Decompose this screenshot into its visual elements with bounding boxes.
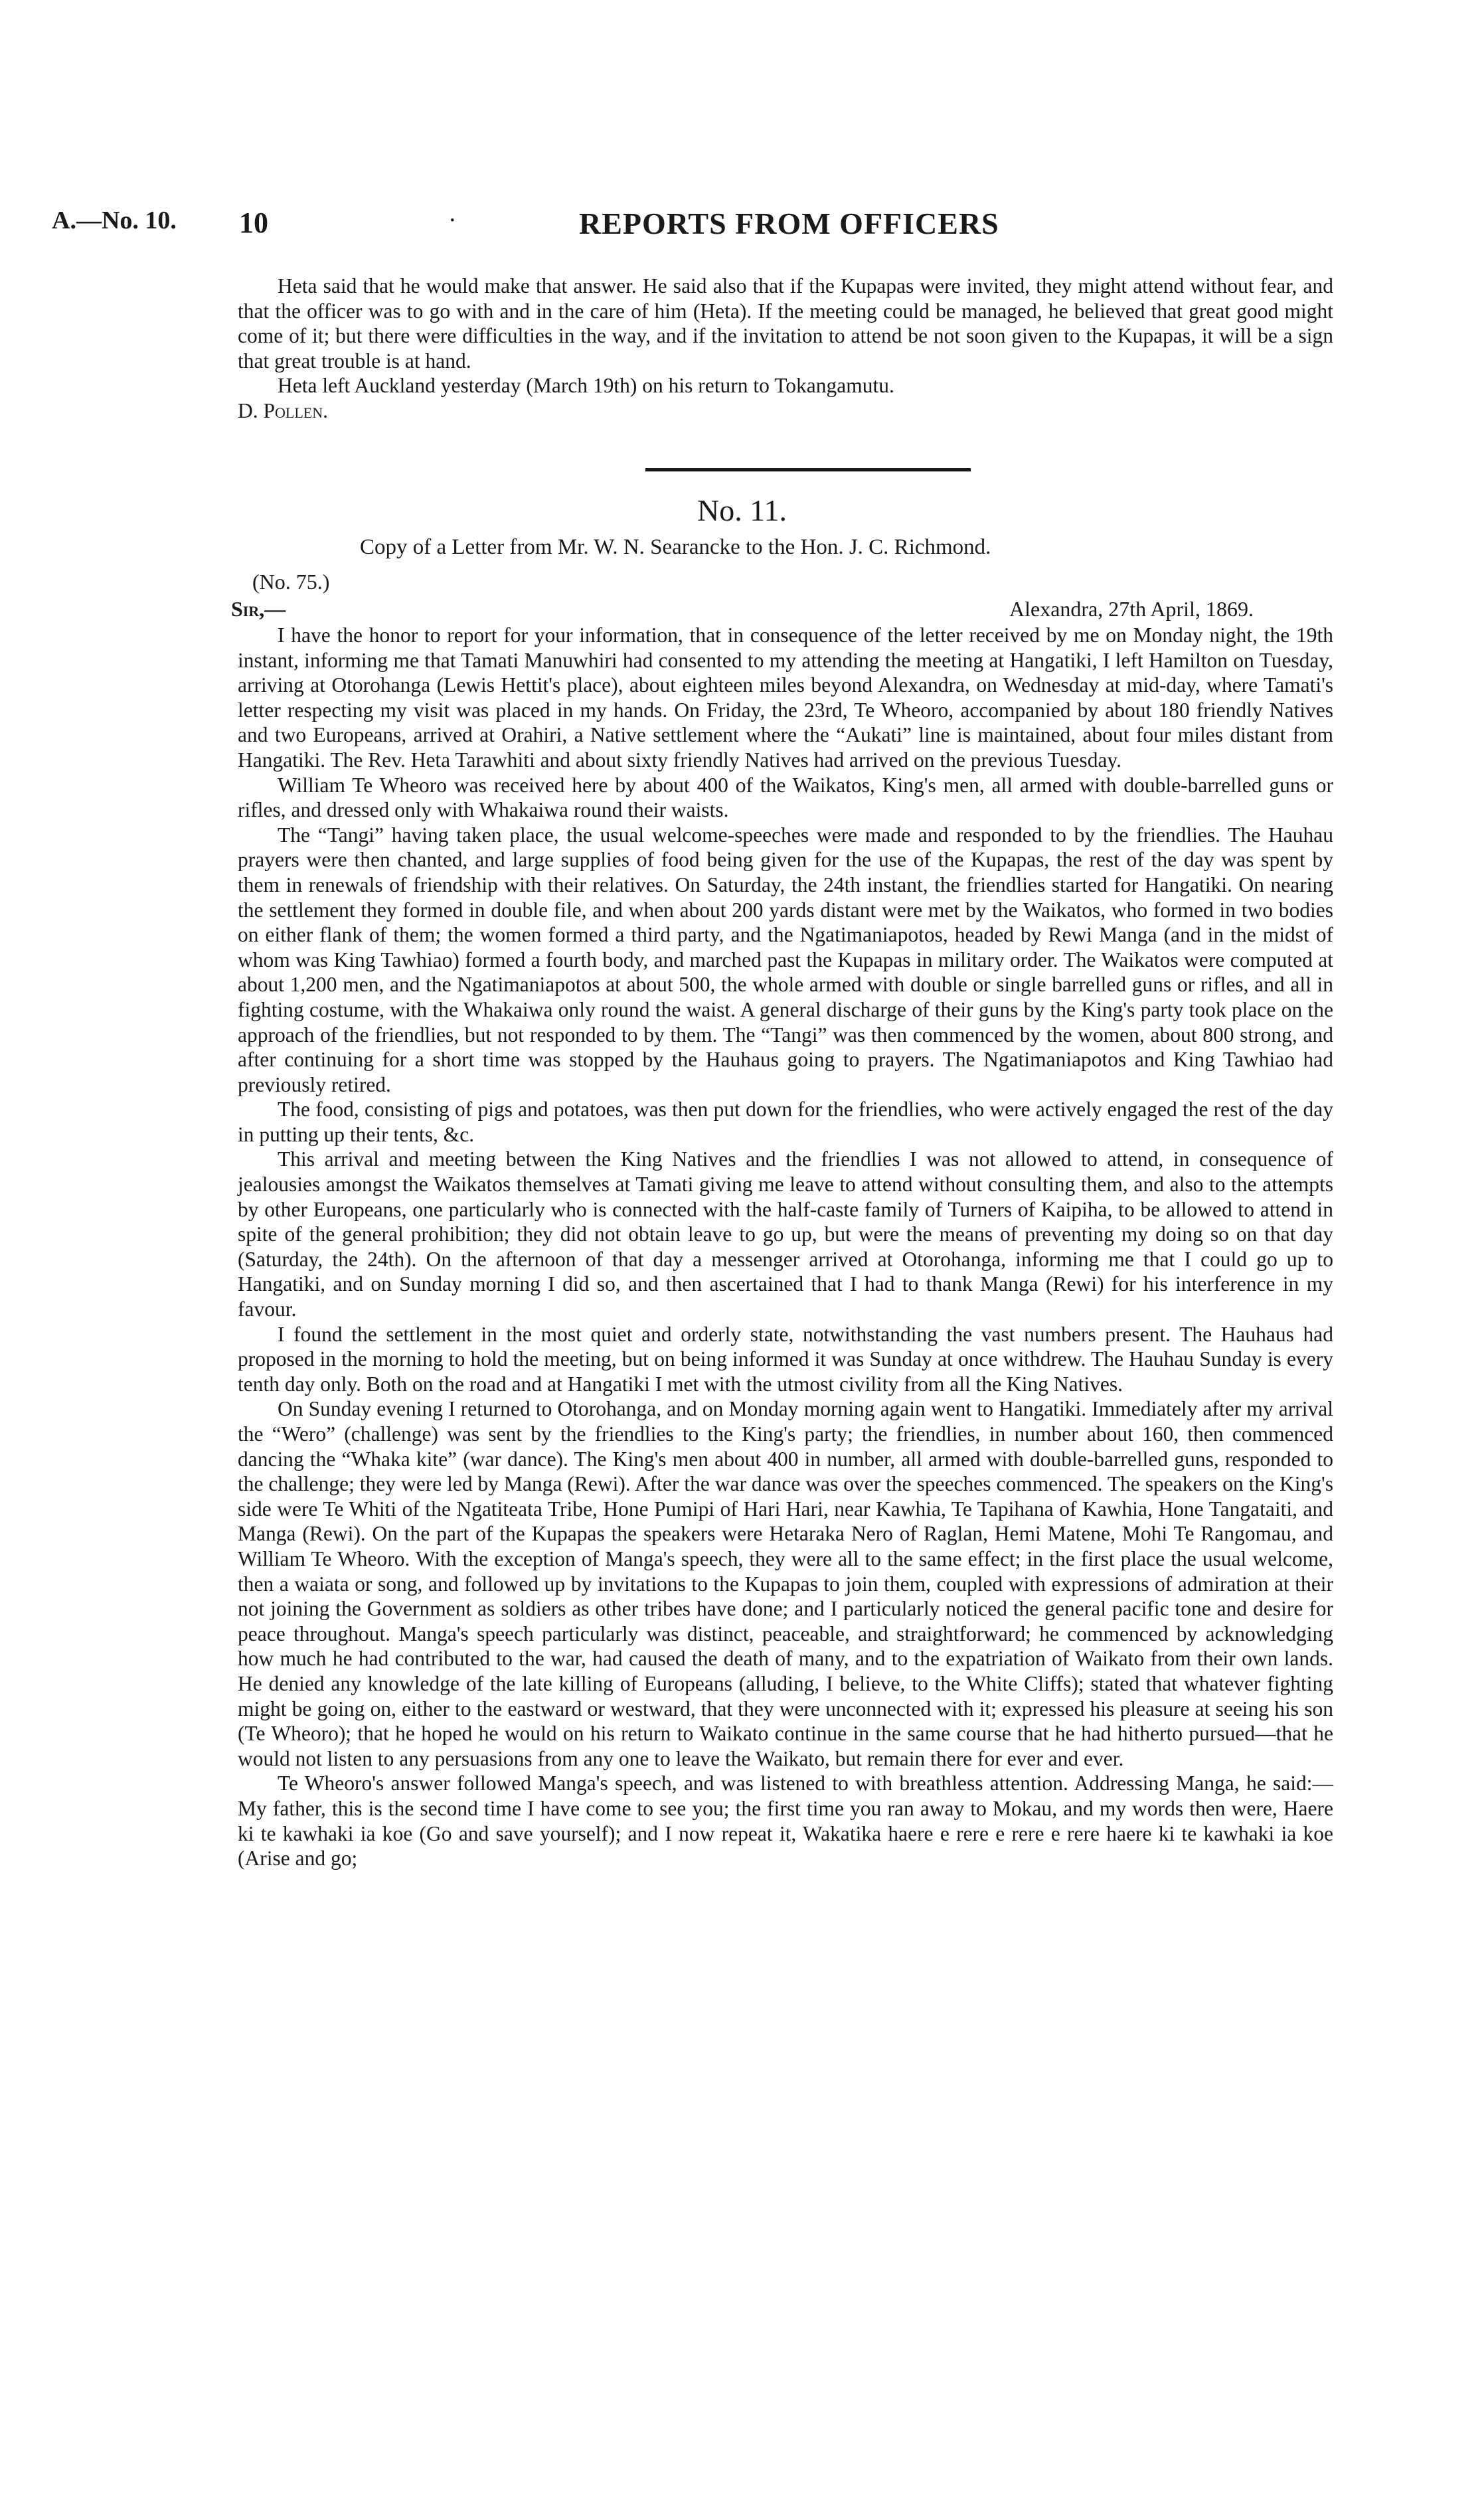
header-dot: · [448,207,457,234]
paragraph: The “Tangi” having taken place, the usual welcome-speeches were made and responded to by the friendlies. The Hauhau prayers were then chanted, and large supplies of food being given for the use of the Kupapas, the rest of the day was spent by them in renewals of friendship with their relatives. On Saturday, the 24th instant, the friendlies started for Hangatiki. On nearing the settlement they formed in double file, and when about 200 yards distant were met by the Waikatos, who formed in two bodies on either flank of them; the women formed a third party, and the Ngatimaniapotos, headed by Rewi Manga (and in the midst of whom was King Tawhiao) formed a fourth body, and marched past the Kupapas in military order. The Waikatos were computed at about 1,200 men, and the Ngatimaniapotos at about 500, the whole armed with double or single barrelled guns or rifles, and all in fighting costume, with the Whakaiwa only round the waist. A general discharge of their guns by the King's party took place on the approach of the friendlies, but not responded to by them. The “Tangi” was then commenced by the women, about 800 strong, and after continuing for a short time was stopped by the Hauhaus going to prayers. The Ngatimaniapotos and King Tawhiao had previously retired. [238,823,1333,1096]
paragraph: I have the honor to report for your information, that in consequence of the letter received by me on Monday night, the 19th instant, informing me that Tamati Manuwhiri had consented to my attending the meeting at Hangatiki, I left Hamilton on Tuesday, arriving at Otorohanga (Lewis Hettit's place), about eighteen miles beyond Alexandra, on Wednesday at mid-day, where Tamati's letter respecting my visit was placed in my hands. On Friday, the 23rd, Te Wheoro, accompanied by about 180 friendly Natives and two Europeans, arrived at Orahiri, a Native settlement where the “Aukati” line is maintained, about four miles distant from Hangatiki. The Rev. Heta Tarawhiti and about sixty friendly Natives had arrived on the previous Tuesday. [238,624,1333,772]
letter-reference: (No. 75.) [252,570,330,594]
letter-body [238,623,1333,1871]
paragraph: The food, consisting of pigs and potatoes, was then put down for the friendlies, who were actively engaged the rest of the day in putting up their tents, &c. [238,1098,1333,1146]
paragraph: William Te Wheoro was received here by about 400 of the Waikatos, King's men, all armed with double-barrelled guns or rifles, and dressed only with Whakaiwa round their waists. [238,773,1333,822]
signature: D. Pollen. [238,398,328,422]
paragraph: Heta left Auckland yesterday (March 19th) on his return to Tokangamutu. [278,374,894,398]
paragraph: I found the settlement in the most quiet and orderly state, notwithstanding the vast numbers present. The Hauhaus had proposed in the morning to hold the meeting, but on being informed it was Sunday at once withdrew. The Hauhau Sunday is every tenth day only. Both on the road and at Hangatiki I met with the utmost civility from all the King Natives. [238,1322,1333,1396]
paragraph: Heta said that he would make that answer. He said also that if the Kupapas were invited, they might attend without fear, and that the officer was to go with and in the care of him (Heta). If the meeting could be managed, he believed that great good might come of it; but there were difficulties in the way, and if the invitation to attend be not soon given to the Kupapas, it will be a sign that great trouble is at hand. [238,274,1333,373]
section-1-body [238,274,1333,424]
document-code: A.—No. 10. [52,207,177,234]
page-number: 10 [239,207,268,239]
section-divider [645,468,971,471]
dateline: Alexandra, 27th April, 1869. [1009,597,1254,621]
page-header [0,206,1484,246]
section-number: No. 11. [697,493,787,527]
paragraph: Te Wheoro's answer followed Manga's speech, and was listened to with breathless attention. Addressing Manga, he said:—My father, this is the second time I have come to see you; the first time you ran away to Mokau, and my words then were, Haere ki te kawhaki ia koe (Go and save yourself); and I now repeat it, Wakatika haere e rere e rere e rere haere ki te kawhaki ia koe (Arise and go; [238,1772,1333,1871]
salutation: Sir,— [231,597,286,621]
letter-heading: Copy of a Letter from Mr. W. N. Searancke to the Hon. J. C. Richmond. [360,535,991,559]
paragraph: This arrival and meeting between the King Natives and the friendlies I was not allowed to attend, in consequence of jealousies amongst the Waikatos themselves at Tamati giving me leave to attend without consulting them, and also to the attempts by other Europeans, one particularly who is connected with the half-caste family of Turners of Kaipiha, to be allowed to attend in spite of the general prohibition; they did not obtain leave to go up, but were the means of preventing my doing so on that day (Saturday, the 24th). On the afternoon of that day a messenger arrived at Otorohanga, informing me that I could go up to Hangatiki, and on Sunday morning I did so, and then ascertained that I had to thank Manga (Rewi) for his interference in my favour. [238,1147,1333,1321]
paragraph: On Sunday evening I returned to Otorohanga, and on Monday morning again went to Hangatiki. Immediately after my arrival the “Wero” (challenge) was sent by the friendlies to the King's party; the friendlies, in number about 160, then commenced dancing the “Whaka kite” (war dance). The King's men about 400 in number, all armed with double-barrelled guns, responded to the challenge; they were led by Manga (Rewi). After the war dance was over the speeches commenced. The speakers on the King's side were Te Whiti of the Ngatiteata Tribe, Hone Pumipi of Hari Hari, near Kawhia, Te Tapihana of Kawhia, Hone Tangataiti, and Manga (Rewi). On the part of the Kupapas the speakers were Hetaraka Nero of Raglan, Hemi Matene, Mohi Te Rangomau, and William Te Wheoro. With the exception of Manga's speech, they were all to the same effect; in the first place the usual welcome, then a waiata or song, and followed up by invitations to the Kupapas to join them, coupled with expressions of admiration at their not joining the Government as soldiers as other tribes have done; and I particularly noticed the general pacific tone and desire for peace throughout. Manga's speech particularly was distinct, peaceable, and straightforward; he commenced by acknowledging how much he had contributed to the war, had caused the death of many, and to the expatriation of Waikato from their own lands. He denied any knowledge of the late killing of Europeans (alluding, I believe, to the White Cliffs); stated that whatever fighting might be going on, either to the eastward or westward, that they were unconnected with it; expressed his pleasure at seeing his son (Te Wheoro); that he hoped he would on his return to Waikato continue in the same course that he had hitherto pursued—that he would not listen to any persuasions from any one to leave the Waikato, but remain there for ever and ever. [238,1397,1333,1770]
running-title: REPORTS FROM OFFICERS [579,207,999,240]
